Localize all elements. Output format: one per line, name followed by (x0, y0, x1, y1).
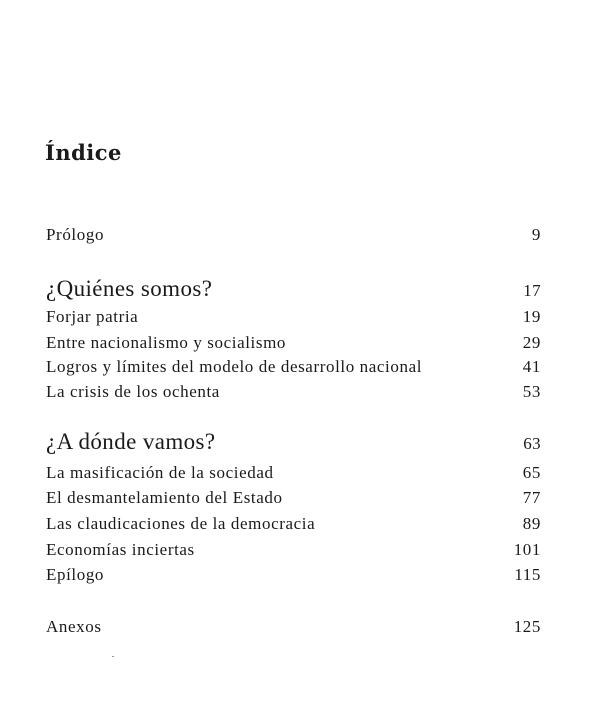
toc-entry (46, 357, 541, 377)
toc-entry (46, 463, 541, 483)
toc-entry-label: ¿A dónde vamos? (46, 429, 216, 454)
toc-entry-page: 9 (531, 225, 541, 244)
scan-speck (112, 656, 114, 657)
toc-entry-page: 29 (522, 333, 541, 352)
toc-entry-page: 77 (522, 488, 541, 507)
toc-entry-label: Economías inciertas (46, 540, 195, 559)
toc-entry-label: Anexos (46, 617, 102, 636)
toc-entry (46, 617, 541, 637)
toc-entry-label: Las claudicaciones de la democracia (46, 514, 316, 533)
toc-entry (46, 307, 541, 327)
toc-entry (46, 565, 541, 585)
toc-entry-page: 65 (522, 463, 541, 482)
toc-entry-label: ¿Quiénes somos? (46, 276, 213, 301)
toc-entry-page: 19 (522, 307, 541, 326)
toc-section-heading (46, 429, 541, 455)
toc-entry (46, 514, 541, 534)
toc-entry-label: La crisis de los ochenta (46, 382, 220, 401)
toc-entry (46, 488, 541, 508)
toc-entry-label: La masificación de la sociedad (46, 463, 274, 482)
toc-entry (46, 225, 541, 245)
toc-entry-page: 89 (522, 514, 541, 533)
toc-entry-page: 125 (513, 617, 541, 636)
toc-entry-page: 101 (513, 540, 541, 559)
toc-entry-label: Epílogo (46, 565, 105, 584)
toc-entry-page: 115 (514, 565, 541, 584)
toc-entry (46, 333, 541, 353)
toc-entry-label: El desmantelamiento del Estado (46, 488, 283, 507)
toc-entry-label: Entre nacionalismo y socialismo (46, 333, 287, 352)
toc-entry (46, 382, 541, 402)
toc-section-heading (46, 276, 541, 302)
toc-entry (46, 540, 541, 560)
toc-entry-page: 63 (523, 434, 541, 453)
page-title: Índice (45, 140, 122, 165)
toc-entry-page: 17 (523, 281, 541, 300)
toc-entry-page: 41 (522, 357, 541, 376)
toc-entry-label: Prólogo (46, 225, 105, 244)
toc-entry-label: Forjar patria (46, 307, 139, 326)
toc-entry-label: Logros y límites del modelo de desarrollo nacional (46, 357, 423, 376)
toc-entry-page: 53 (522, 382, 541, 401)
